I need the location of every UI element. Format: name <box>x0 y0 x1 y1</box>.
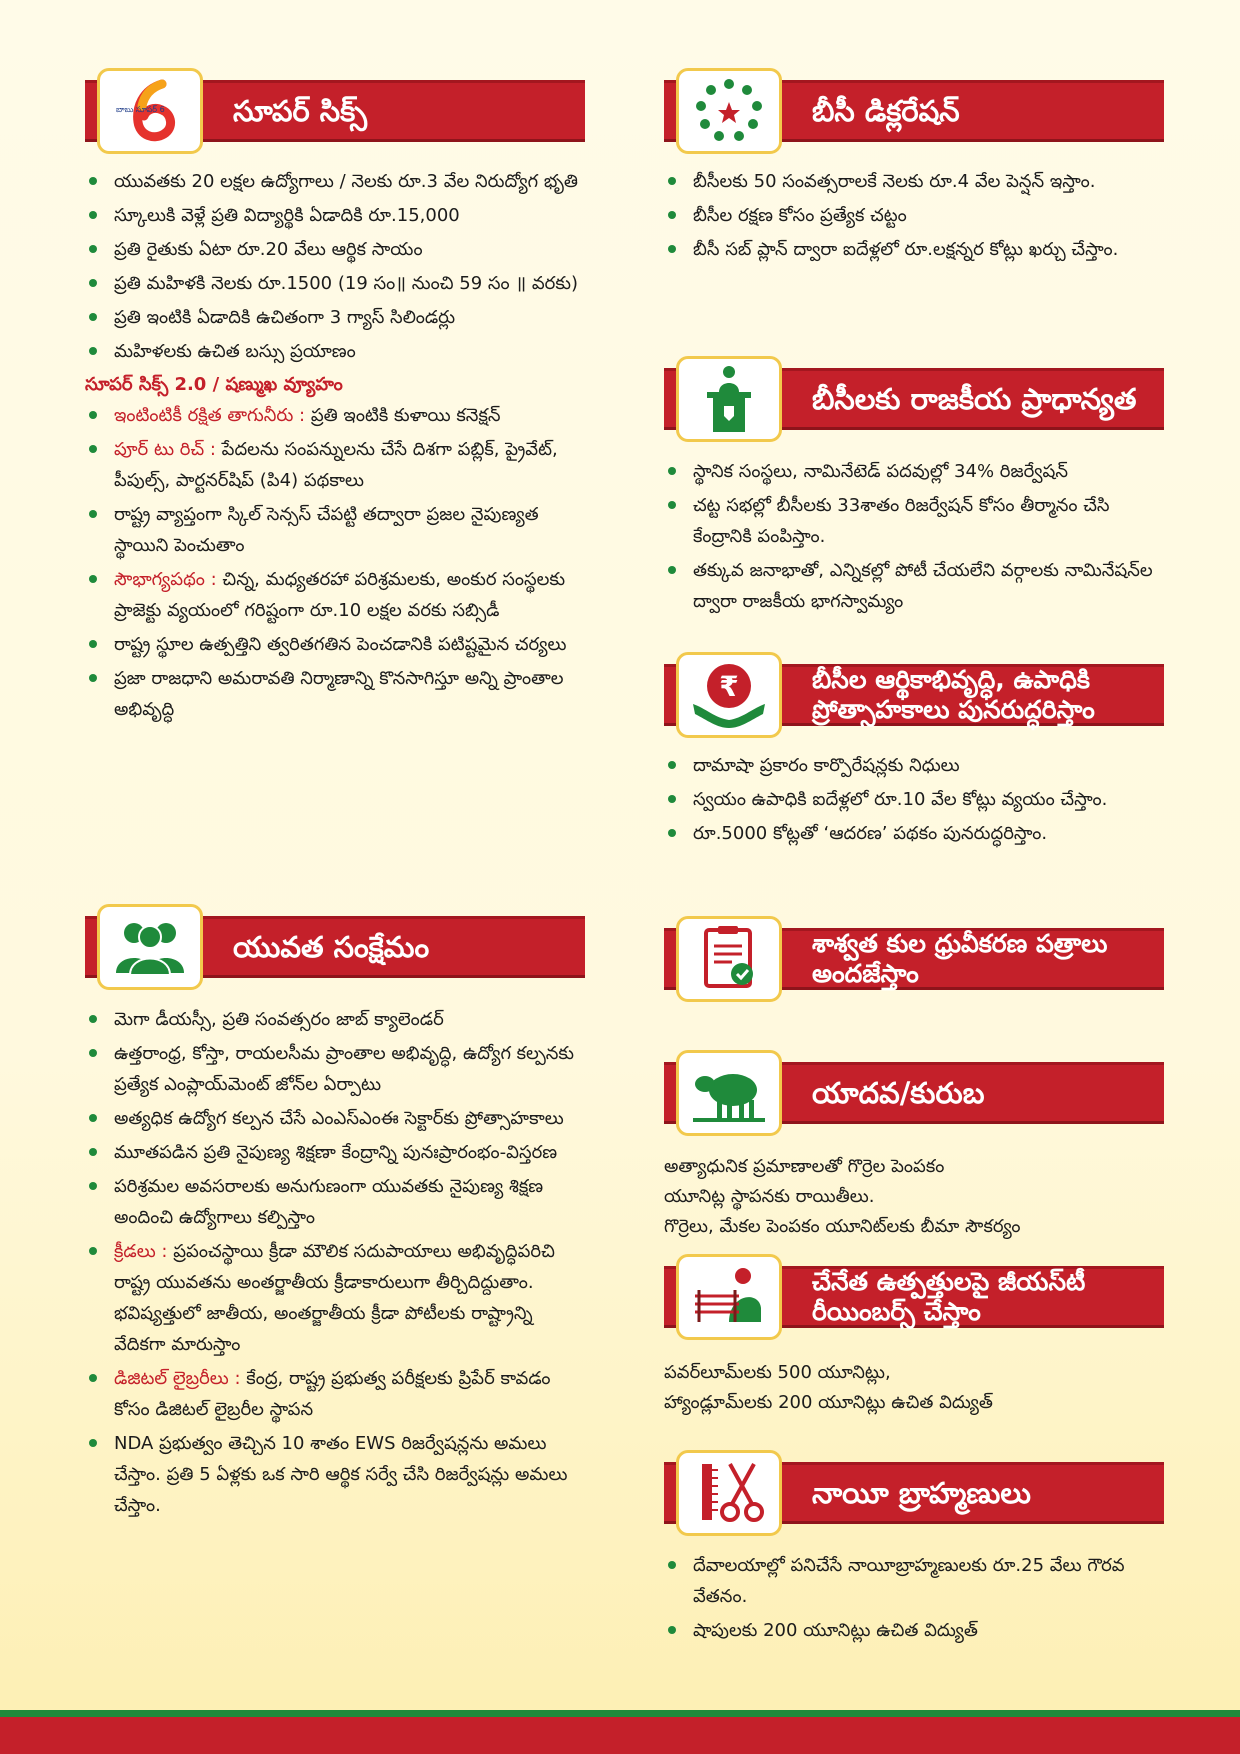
bc-political-header <box>664 356 1164 436</box>
item-text: NDA ప్రభుత్వం తెచ్చిన 10 శాతం EWS రిజర్వేషన్లను అమలు చేస్తాం. ప్రతి 5 ఏళ్లకు ఒక సారి ఆర్థిక సర్వే చేసి రిజర్వేషన్లు అమలు చేస్తాం. <box>114 1433 568 1516</box>
weaver-icon <box>676 1254 782 1340</box>
text-line: పవర్‌లూమ్‌లకు 500 యూనిట్లు, <box>664 1362 891 1383</box>
bc-declaration-header <box>664 68 1164 148</box>
list-item: ప్రతి మహిళకి నెలకు రూ.1500 (19 సం॥ నుంచి 59 సం ॥ వరకు) <box>85 268 585 299</box>
item-text: కేంద్ర, రాష్ట్ర ప్రభుత్వ పరీక్షలకు ప్రిపేర్ కావడం కోసం డిజిటల్ లైబ్రరీల స్థాపన <box>114 1368 551 1420</box>
list-item: బీసీలకు 50 సంవత్సరాలకే నెలకు రూ.4 వేల పెన్షన్ ఇస్తాం. <box>664 166 1164 197</box>
list-item <box>85 1428 585 1521</box>
list-item: దామాషా ప్రకారం కార్పొరేషన్లకు నిధులు <box>664 750 1164 781</box>
list-item <box>85 663 585 725</box>
list-item: మహిళలకు ఉచిత బస్సు ప్రయాణం <box>85 336 585 367</box>
text-line: యూనిట్ల స్థాపనకు రాయితీలు. <box>664 1186 875 1207</box>
list-item: ప్రతి రైతుకు ఏటా రూ.20 వేలు ఆర్థిక సాయం <box>85 234 585 265</box>
svg-text:బాబు సూపర్ 6: బాబు సూపర్ 6 <box>116 105 165 114</box>
bc-political-title: బీసీలకు రాజకీయ ప్రాధాన్యత <box>812 381 1137 416</box>
list-item <box>85 1363 585 1425</box>
footer-stripe <box>0 1710 1240 1754</box>
list-item <box>85 1103 585 1134</box>
item-text: ఉత్తరాంధ్ర, కోస్తా, రాయలసీమ ప్రాంతాల అభివృద్ధి, ఉద్యోగ కల్పనకు ప్రత్యేక ఎంప్లాయ్‌మెంట్ జోన్‌ల ఏర్పాటు <box>114 1043 575 1095</box>
item-text: మెగా డీయస్సీ, ప్రతి సంవత్సరం జాబ్ క్యాలెండర్ <box>114 1009 444 1030</box>
list-item <box>85 400 585 431</box>
super-six-title: సూపర్ సిక్స్ <box>233 93 368 128</box>
item-highlight: సౌభాగ్యపథం : <box>114 569 217 590</box>
podium-icon <box>676 356 782 442</box>
item-text: రాష్ట్ర వ్యాప్తంగా స్కిల్ సెన్సస్ చేపట్టి తద్వారా ప్రజల నైపుణ్యత స్థాయిని పెంచుతాం <box>114 504 539 556</box>
item-text: పరిశ్రమల అవసరాలకు అనుగుణంగా యువతకు నైపుణ్య శిక్షణ అందించి ఉద్యోగాలు కల్పిస్తాం <box>114 1176 544 1228</box>
item-text: మూతపడిన ప్రతి నైపుణ్య శిక్షణా కేంద్రాన్ని పునఃప్రారంభం-విస్తరణ <box>114 1142 558 1163</box>
list-item <box>85 1137 585 1168</box>
bc-declaration-list <box>664 166 1164 265</box>
item-highlight: క్రీడలు : <box>114 1241 168 1262</box>
text-line: హ్యాండ్లూమ్‌లకు 200 యూనిట్లు ఉచిత విద్యుత్ <box>664 1392 993 1413</box>
super6-logo-icon <box>97 68 203 154</box>
nayi-brahmin-section <box>664 1450 1164 1649</box>
super-six-header <box>85 68 585 148</box>
text-line: గొర్రెలు, మేకల పెంపకం యూనిట్‌లకు బీమా సౌకర్యం <box>664 1216 1021 1237</box>
list-item <box>85 434 585 496</box>
list-item: ప్రతి ఇంటికి ఏడాదికి ఉచితంగా 3 గ్యాస్ సిలిండర్లు <box>85 302 585 333</box>
item-text: చిన్న, మధ్యతరహా పరిశ్రమలకు, అంకుర సంస్థలకు ప్రాజెక్టు వ్యయంలో గరిష్టంగా రూ.10 లక్షల వరకు సబ్సిడీ <box>114 569 566 621</box>
list-item <box>85 629 585 660</box>
bc-political-section <box>664 356 1164 620</box>
sheep-icon <box>676 1050 782 1136</box>
list-item <box>85 499 585 561</box>
super-six-list <box>85 166 585 367</box>
list-item: బీసీ సబ్ ప్లాన్ ద్వారా ఐదేళ్లలో రూ.లక్షన్నర కోట్లు ఖర్చు చేస్తాం. <box>664 234 1164 265</box>
item-text: ప్రపంచస్థాయి క్రీడా మౌలిక సదుపాయాలు అభివృద్ధిపరిచి రాష్ట్ర యువతను అంతర్జాతీయ క్రీడాకారులుగా తీర్చిదిద్దుతాం. భవిష్యత్తులో జాతీయ, అంతర్జాతీయ క్రీడా పోటీలకు రాష్ట్రాన్ని వేదికగా మారుస్తాం <box>114 1241 555 1355</box>
yadava-section <box>664 1050 1164 1242</box>
yadava-header <box>664 1050 1164 1130</box>
super-six-2-subheading: సూపర్ సిక్స్ 2.0 / షణ్ముఖ వ్యూహం <box>85 374 343 395</box>
caste-cert-header <box>664 916 1164 996</box>
list-item <box>85 1004 585 1035</box>
bc-declaration-title: బీసీ డిక్లరేషన్ <box>812 93 960 128</box>
certificate-icon <box>676 916 782 1002</box>
bc-economic-title: బీసీల ఆర్థికాభివృద్ధి, ఉపాధికి ప్రోత్సాహకాలు పునరుద్ధరిస్తాం <box>812 665 1095 724</box>
youth-header <box>85 904 585 984</box>
bc-circle-people-icon <box>676 68 782 154</box>
caste-cert-title: శాశ్వత కుల ధ్రువీకరణ పత్రాలు అందజేస్తాం <box>812 929 1108 988</box>
bc-declaration-section <box>664 68 1164 268</box>
list-item: స్థానిక సంస్థలు, నామినేటెడ్ పదవుల్లో 34% రిజర్వేషన్ <box>664 456 1164 487</box>
caste-certificate-section <box>664 916 1164 996</box>
list-item <box>85 1038 585 1100</box>
nayi-title: నాయీ బ్రాహ్మణులు <box>812 1475 1031 1510</box>
super-six-section <box>85 68 585 728</box>
list-item: షాపులకు 200 యూనిట్లు ఉచిత విద్యుత్ <box>664 1615 1164 1646</box>
bc-economic-section <box>664 652 1164 852</box>
yadava-text <box>664 1152 1164 1242</box>
list-item: యువతకు 20 లక్షల ఉద్యోగాలు / నెలకు రూ.3 వేల నిరుద్యోగ భృతి <box>85 166 585 197</box>
handloom-title: చేనేత ఉత్పత్తులపై జీయస్‌టీ రీయింబర్స్ చేస్తాం <box>812 1267 1086 1326</box>
list-item: రూ.5000 కోట్లతో ‘ఆదరణ’ పథకం పునరుద్ధరిస్తాం. <box>664 818 1164 849</box>
svg-text:₹: ₹ <box>719 670 739 703</box>
scissors-comb-icon <box>676 1450 782 1536</box>
youth-list <box>85 1004 585 1521</box>
list-item <box>85 564 585 626</box>
people-group-icon <box>97 904 203 990</box>
text-line: అత్యాధునిక ప్రమాణాలతో గొర్రెల పెంపకం <box>664 1156 945 1177</box>
bc-political-list <box>664 456 1164 617</box>
item-highlight: ఇంటింటికీ రక్షిత తాగునీరు : <box>114 405 306 426</box>
list-item: స్కూలుకి వెళ్లే ప్రతి విద్యార్థికి ఏడాదికి రూ.15,000 <box>85 200 585 231</box>
super-six-2-list <box>85 400 585 725</box>
list-item <box>85 1171 585 1233</box>
handloom-header <box>664 1254 1164 1334</box>
item-text: ప్రజా రాజధాని అమరావతి నిర్మాణాన్ని కొనసాగిస్తూ అన్ని ప్రాంతాల అభివృద్ధి <box>114 668 564 720</box>
list-item: స్వయం ఉపాధికి ఐదేళ్లలో రూ.10 వేల కోట్లు వ్యయం చేస్తాం. <box>664 784 1164 815</box>
yadava-title: యాదవ/కురుబ <box>812 1075 985 1110</box>
item-highlight: డిజిటల్ లైబ్రరీలు : <box>114 1368 241 1389</box>
rupee-hands-icon <box>676 652 782 738</box>
item-text: ప్రతి ఇంటికి కుళాయి కనెక్షన్ <box>305 405 501 426</box>
item-text: అత్యధిక ఉద్యోగ కల్పన చేసే ఎంఎస్‌ఎంఈ సెక్టార్‌కు ప్రోత్సాహకాలు <box>114 1108 564 1129</box>
handloom-section <box>664 1254 1164 1418</box>
youth-welfare-section <box>85 904 585 1524</box>
list-item: చట్ట సభల్లో బీసీలకు 33శాతం రిజర్వేషన్ కోసం తీర్మానం చేసి కేంద్రానికి పంపిస్తాం. <box>664 490 1164 552</box>
youth-title: యువత సంక్షేమం <box>233 929 430 964</box>
item-text: పేదలను సంపన్నులను చేసే దిశగా పబ్లిక్, ప్రైవేట్, పీపుల్స్, పార్టనర్‌షిప్ (పి4) పథకాలు <box>114 439 558 491</box>
handloom-text <box>664 1358 1164 1418</box>
item-highlight: పూర్ టు రిచ్ : <box>114 439 216 460</box>
bc-economic-header <box>664 652 1164 732</box>
bc-economic-list <box>664 750 1164 849</box>
item-text: రాష్ట్ర స్థూల ఉత్పత్తిని త్వరితగతిన పెంచడానికి పటిష్టమైన చర్యలు <box>114 634 567 655</box>
list-item: దేవాలయాల్లో పనిచేసే నాయీబ్రాహ్మణులకు రూ.25 వేలు గౌరవ వేతనం. <box>664 1550 1164 1612</box>
list-item <box>85 1236 585 1360</box>
nayi-list <box>664 1550 1164 1646</box>
nayi-header <box>664 1450 1164 1530</box>
list-item: బీసీల రక్షణ కోసం ప్రత్యేక చట్టం <box>664 200 1164 231</box>
list-item: తక్కువ జనాభాతో, ఎన్నికల్లో పోటీ చేయలేని వర్గాలకు నామినేషన్‌ల ద్వారా రాజకీయ భాగస్వామ్యం <box>664 555 1164 617</box>
